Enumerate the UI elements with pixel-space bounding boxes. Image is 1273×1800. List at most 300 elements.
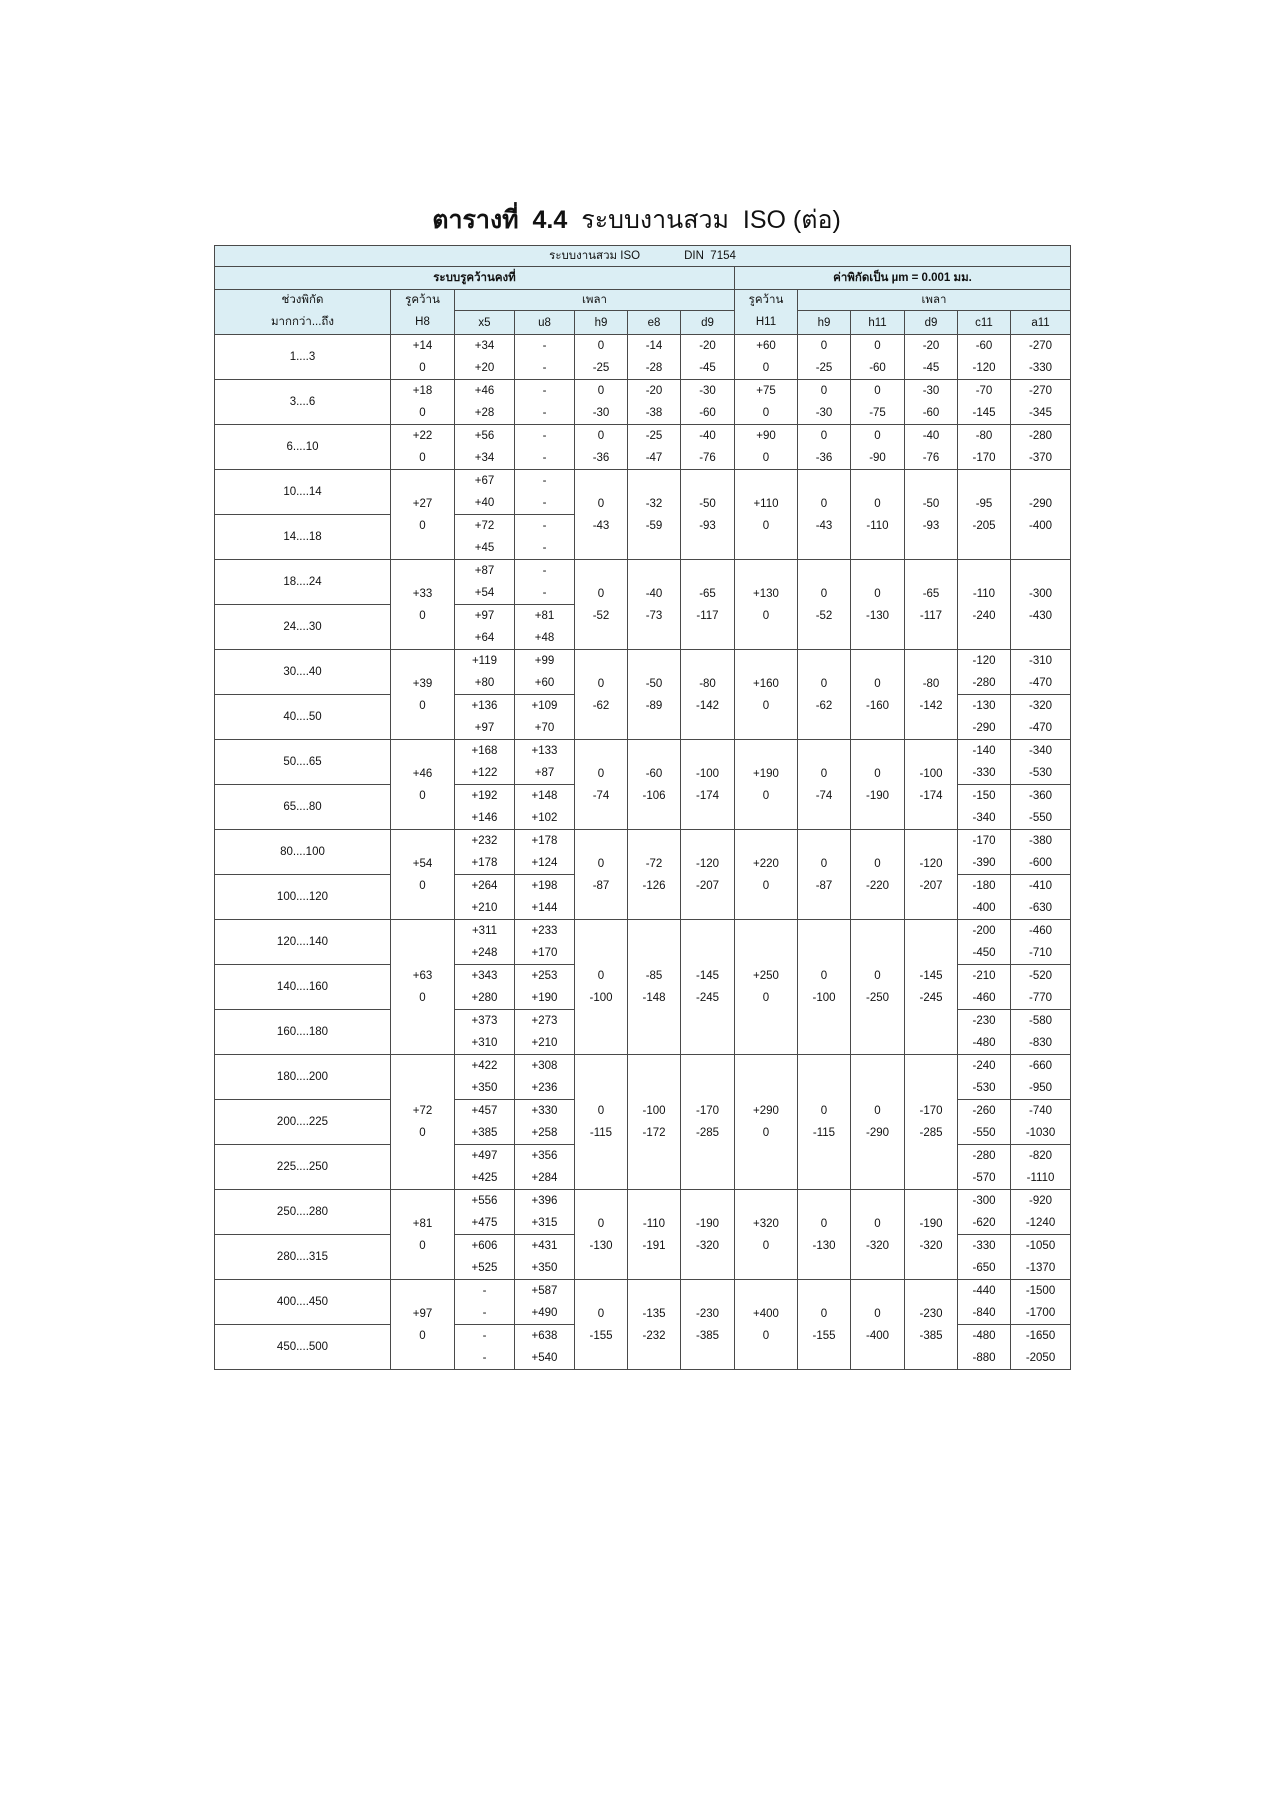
a11-lower-deviation: -600	[1029, 857, 1053, 869]
a11-cell	[1011, 1145, 1071, 1190]
h9-shaft-upper-deviation: 0	[820, 1307, 828, 1320]
u8-cell	[515, 425, 575, 470]
x5-upper-deviation: +87	[474, 565, 495, 577]
h11-cell	[851, 920, 905, 1055]
d9-shaft-cell	[905, 1190, 958, 1280]
x5-lower-deviation: +20	[474, 362, 495, 374]
u8-cell	[515, 1010, 575, 1055]
a11-lower-deviation: -950	[1029, 1082, 1053, 1094]
table-body	[215, 335, 1071, 1370]
header-row-groups	[215, 290, 1071, 311]
d9-cell	[681, 920, 735, 1055]
h9-shaft-upper-deviation: 0	[820, 767, 828, 780]
table-line	[215, 1055, 1071, 1078]
h11-lower-deviation: -250	[865, 992, 890, 1004]
d9-shaft-cell	[905, 1055, 958, 1190]
d9-shaft-lower-deviation: -285	[919, 1127, 943, 1139]
h11-hole-cell	[735, 830, 798, 920]
table-line	[215, 470, 1071, 493]
x5-lower-deviation: +280	[471, 992, 498, 1004]
x5-upper-deviation: +136	[471, 700, 498, 712]
c11-cell	[958, 1055, 1011, 1100]
a11-lower-deviation: -370	[1029, 452, 1053, 464]
col-header-a11: a11	[1011, 311, 1071, 335]
c11-upper-deviation: -140	[972, 745, 996, 757]
d9-cell	[681, 1055, 735, 1190]
d9-shaft-cell	[905, 335, 958, 380]
h11-cell	[851, 380, 905, 425]
x5-lower-deviation: +97	[474, 722, 495, 734]
h8-hole-cell	[391, 425, 455, 470]
iso-fit-tolerance-table	[214, 245, 1071, 1370]
h9-upper-deviation: 0	[597, 857, 605, 870]
h11-lower-deviation: -400	[865, 1329, 890, 1342]
u8-upper-deviation: +109	[531, 700, 558, 712]
h9-upper-deviation: 0	[597, 677, 605, 690]
h11-cell	[851, 560, 905, 650]
h11-hole-upper-deviation: +290	[753, 1105, 779, 1117]
h9-shaft-upper-deviation: 0	[820, 970, 828, 982]
d9-upper-deviation: -170	[695, 1105, 720, 1117]
d9-upper-deviation: -100	[695, 767, 720, 780]
u8-lower-deviation: -	[542, 407, 547, 419]
h11-hole-lower-deviation: 0	[762, 879, 770, 892]
u8-lower-deviation: +60	[534, 677, 555, 689]
h9-shaft-lower-deviation: -52	[815, 609, 833, 622]
e8-lower-deviation: -38	[645, 407, 663, 419]
h9-cell	[575, 650, 628, 740]
h9-upper-deviation: 0	[597, 1217, 605, 1230]
x5-lower-deviation: -	[482, 1307, 487, 1319]
hole-tolerance-h8: H8	[415, 316, 430, 328]
x5-upper-deviation: +56	[474, 430, 495, 442]
size-range-label: 450....500	[276, 1341, 329, 1353]
c11-lower-deviation: -170	[972, 452, 996, 464]
c11-lower-deviation: -400	[972, 902, 996, 914]
h8-hole-upper-deviation: +33	[412, 587, 433, 600]
h9-shaft-cell	[798, 560, 851, 650]
x5-upper-deviation: -	[482, 1285, 487, 1297]
c11-cell	[958, 425, 1011, 470]
hole-tolerance-h11: H11	[755, 316, 777, 328]
a11-lower-deviation: -470	[1029, 722, 1053, 734]
a11-lower-deviation: -630	[1029, 902, 1053, 914]
x5-cell	[455, 965, 515, 1010]
size-range-label: 1....3	[289, 351, 316, 363]
h11-hole-cell	[735, 1280, 798, 1370]
h9-shaft-lower-deviation: -30	[815, 407, 833, 419]
table-line	[215, 830, 1071, 853]
u8-cell	[515, 1235, 575, 1280]
c11-cell	[958, 830, 1011, 875]
a11-cell	[1011, 1055, 1071, 1100]
x5-cell	[455, 830, 515, 875]
d9-shaft-lower-deviation: -60	[922, 407, 940, 419]
a11-lower-deviation: -330	[1029, 362, 1053, 374]
e8-upper-deviation: -20	[645, 385, 663, 397]
size-range-cell	[215, 920, 391, 965]
c11-upper-deviation: -150	[972, 790, 996, 802]
d9-upper-deviation: -65	[699, 587, 716, 600]
d9-upper-deviation: -50	[699, 497, 716, 510]
x5-cell	[455, 605, 515, 650]
x5-lower-deviation: +350	[471, 1082, 498, 1094]
u8-cell	[515, 515, 575, 560]
a11-lower-deviation: -345	[1029, 407, 1053, 419]
x5-cell	[455, 335, 515, 380]
h9-shaft-lower-deviation: -87	[815, 879, 833, 892]
u8-cell	[515, 830, 575, 875]
x5-upper-deviation: +457	[471, 1105, 498, 1117]
u8-upper-deviation: +133	[531, 745, 558, 757]
h9-shaft-lower-deviation: -36	[815, 452, 833, 464]
h8-hole-upper-deviation: +54	[412, 857, 433, 870]
size-range-cell	[215, 830, 391, 875]
h11-hole-upper-deviation: +75	[756, 385, 776, 397]
size-range-label: 18....24	[283, 576, 322, 588]
d9-cell	[681, 650, 735, 740]
d9-shaft-upper-deviation: -30	[922, 385, 940, 397]
a11-upper-deviation: -580	[1029, 1015, 1053, 1027]
h9-shaft-upper-deviation: 0	[820, 340, 828, 352]
a11-upper-deviation: -320	[1029, 700, 1053, 712]
e8-cell	[628, 740, 681, 830]
size-range-cell	[215, 1325, 391, 1370]
size-range-cell	[215, 785, 391, 830]
c11-cell	[958, 1280, 1011, 1325]
d9-lower-deviation: -142	[695, 699, 720, 712]
u8-upper-deviation: -	[542, 475, 547, 487]
h11-hole-upper-deviation: +130	[753, 587, 779, 600]
x5-upper-deviation: +46	[474, 385, 495, 397]
a11-cell	[1011, 1280, 1071, 1325]
c11-cell	[958, 695, 1011, 740]
c11-upper-deviation: -480	[972, 1330, 996, 1342]
a11-cell	[1011, 425, 1071, 470]
c11-upper-deviation: -170	[972, 835, 996, 847]
u8-upper-deviation: -	[542, 430, 547, 442]
h8-hole-cell	[391, 1280, 455, 1370]
h9-shaft-cell	[798, 1280, 851, 1370]
x5-upper-deviation: +119	[471, 655, 498, 667]
table-line	[215, 380, 1071, 403]
h11-hole-cell	[735, 1055, 798, 1190]
u8-cell	[515, 470, 575, 515]
c11-lower-deviation: -205	[972, 519, 996, 532]
u8-upper-deviation: +273	[531, 1015, 558, 1027]
e8-lower-deviation: -191	[642, 1239, 666, 1252]
a11-upper-deviation: -1050	[1025, 1240, 1056, 1252]
size-range-cell	[215, 470, 391, 515]
c11-upper-deviation: -230	[972, 1015, 996, 1027]
e8-upper-deviation: -32	[645, 497, 663, 510]
d9-shaft-upper-deviation: -50	[922, 497, 940, 510]
d9-shaft-lower-deviation: -76	[922, 452, 940, 464]
h8-hole-lower-deviation: 0	[419, 879, 426, 892]
h11-hole-upper-deviation: +110	[753, 497, 779, 510]
h11-hole-lower-deviation: 0	[762, 699, 770, 712]
a11-upper-deviation: -820	[1029, 1150, 1053, 1162]
h9-lower-deviation: -115	[589, 1127, 613, 1139]
c11-cell	[958, 1325, 1011, 1370]
x5-lower-deviation: +425	[471, 1172, 498, 1184]
d9-cell	[681, 380, 735, 425]
d9-upper-deviation: -145	[695, 970, 720, 982]
x5-cell	[455, 1325, 515, 1370]
h9-cell	[575, 740, 628, 830]
h9-shaft-lower-deviation: -115	[812, 1127, 836, 1139]
h8-hole-lower-deviation: 0	[419, 1127, 426, 1139]
col-header-h11: h11	[851, 311, 905, 335]
h8-hole-cell	[391, 380, 455, 425]
c11-lower-deviation: -550	[972, 1127, 996, 1139]
u8-lower-deviation: +284	[531, 1172, 558, 1184]
h11-cell	[851, 425, 905, 470]
a11-lower-deviation: -430	[1029, 609, 1053, 622]
x5-upper-deviation: +34	[474, 340, 495, 352]
h8-hole-cell	[391, 470, 455, 560]
u8-cell	[515, 1325, 575, 1370]
h8-hole-cell	[391, 740, 455, 830]
c11-upper-deviation: -330	[972, 1240, 996, 1252]
h11-hole-cell	[735, 920, 798, 1055]
d9-cell	[681, 1190, 735, 1280]
d9-shaft-upper-deviation: -120	[919, 857, 943, 870]
h8-hole-upper-deviation: +63	[412, 970, 433, 982]
size-range-label: 50....65	[283, 756, 322, 768]
d9-shaft-upper-deviation: -80	[922, 677, 940, 690]
fit-system-heading	[215, 246, 1071, 267]
x5-cell	[455, 920, 515, 965]
c11-lower-deviation: -480	[972, 1037, 996, 1049]
u8-upper-deviation: +198	[531, 880, 558, 892]
c11-lower-deviation: -460	[972, 992, 996, 1004]
size-range-label: 180....200	[276, 1071, 329, 1083]
c11-lower-deviation: -570	[972, 1172, 996, 1184]
u8-upper-deviation: +253	[531, 970, 558, 982]
h8-hole-upper-deviation: +72	[412, 1105, 433, 1117]
h11-cell	[851, 650, 905, 740]
c11-lower-deviation: -340	[972, 812, 996, 824]
h9-cell	[575, 1055, 628, 1190]
h11-hole-cell	[735, 335, 798, 380]
h8-hole-upper-deviation: +14	[412, 340, 433, 352]
e8-upper-deviation: -50	[645, 677, 663, 690]
e8-cell	[628, 380, 681, 425]
h9-shaft-upper-deviation: 0	[820, 430, 828, 442]
size-range-cell	[215, 695, 391, 740]
x5-cell	[455, 1100, 515, 1145]
size-range-label: 100....120	[276, 891, 329, 903]
h11-cell	[851, 830, 905, 920]
d9-lower-deviation: -174	[695, 789, 720, 802]
c11-upper-deviation: -60	[975, 340, 993, 352]
h11-cell	[851, 1190, 905, 1280]
e8-upper-deviation: -25	[645, 430, 663, 442]
e8-cell	[628, 1280, 681, 1370]
size-range-label: 200....225	[276, 1116, 329, 1128]
d9-shaft-lower-deviation: -207	[919, 879, 943, 892]
d9-shaft-cell	[905, 425, 958, 470]
h11-hole-cell	[735, 425, 798, 470]
h11-upper-deviation: 0	[874, 677, 881, 690]
unit-note: ค่าพิกัดเป็น µm = 0.001 มม.	[735, 267, 1071, 290]
h11-hole-cell	[735, 740, 798, 830]
u8-upper-deviation: +330	[531, 1105, 558, 1117]
h11-cell	[851, 1055, 905, 1190]
h8-hole-cell	[391, 1190, 455, 1280]
e8-lower-deviation: -106	[642, 789, 666, 802]
h11-hole-cell	[735, 470, 798, 560]
h9-shaft-lower-deviation: -43	[815, 519, 833, 532]
x5-cell	[455, 695, 515, 740]
u8-upper-deviation: -	[542, 520, 547, 532]
x5-lower-deviation: +146	[471, 812, 498, 824]
h11-cell	[851, 1280, 905, 1370]
d9-shaft-upper-deviation: -100	[919, 767, 943, 780]
d9-lower-deviation: -207	[695, 879, 720, 892]
x5-lower-deviation: +210	[471, 902, 498, 914]
table-number: ตารางที่ 4.4	[432, 206, 568, 234]
x5-lower-deviation: +45	[474, 542, 495, 554]
size-range-label: 160....180	[276, 1026, 329, 1038]
c11-cell	[958, 740, 1011, 785]
size-range-cell	[215, 1100, 391, 1145]
d9-shaft-lower-deviation: -142	[919, 699, 943, 712]
a11-lower-deviation: -2050	[1025, 1352, 1056, 1364]
h11-hole-upper-deviation: +400	[753, 1307, 779, 1320]
size-range-label: 6....10	[286, 441, 319, 453]
x5-cell	[455, 1235, 515, 1280]
h9-lower-deviation: -25	[592, 362, 610, 374]
h8-hole-lower-deviation: 0	[419, 362, 426, 374]
h11-hole-upper-deviation: +320	[753, 1217, 779, 1230]
h11-hole-lower-deviation: 0	[762, 407, 770, 419]
c11-lower-deviation: -530	[972, 1082, 996, 1094]
c11-lower-deviation: -145	[972, 407, 996, 419]
h9-shaft-cell	[798, 920, 851, 1055]
u8-upper-deviation: +99	[534, 655, 555, 667]
h11-hole-cell	[735, 1190, 798, 1280]
size-range-cell	[215, 875, 391, 920]
size-range-cell	[215, 380, 391, 425]
e8-upper-deviation: -40	[645, 587, 663, 600]
d9-lower-deviation: -320	[695, 1239, 720, 1252]
size-range-cell	[215, 1235, 391, 1280]
h9-shaft-lower-deviation: -25	[815, 362, 833, 374]
range-header	[215, 290, 391, 335]
h9-lower-deviation: -62	[592, 699, 610, 712]
size-range-label: 65....80	[283, 801, 322, 813]
x5-cell	[455, 1280, 515, 1325]
c11-upper-deviation: -260	[972, 1105, 996, 1117]
h11-upper-deviation: 0	[874, 1217, 881, 1230]
col-header-e8: e8	[628, 311, 681, 335]
size-range-cell	[215, 1055, 391, 1100]
u8-lower-deviation: +190	[531, 992, 558, 1004]
h9-lower-deviation: -52	[592, 609, 610, 622]
hole-header-label: รูคว้าน	[405, 294, 440, 306]
h9-shaft-lower-deviation: -155	[812, 1329, 836, 1342]
h9-upper-deviation: 0	[597, 1105, 605, 1117]
a11-upper-deviation: -460	[1029, 925, 1053, 937]
h8-hole-lower-deviation: 0	[419, 789, 426, 802]
shaft-header-2: เพลา	[798, 290, 1071, 311]
c11-cell	[958, 1235, 1011, 1280]
a11-upper-deviation: -270	[1029, 340, 1053, 352]
u8-upper-deviation: +178	[531, 835, 558, 847]
h9-shaft-cell	[798, 1190, 851, 1280]
table-line	[215, 425, 1071, 448]
x5-lower-deviation: +178	[471, 857, 498, 869]
d9-shaft-upper-deviation: -170	[919, 1105, 943, 1117]
h11-lower-deviation: -290	[865, 1127, 890, 1139]
u8-lower-deviation: +87	[534, 767, 555, 779]
size-range-label: 280....315	[276, 1251, 329, 1263]
h9-cell	[575, 560, 628, 650]
h8-hole-upper-deviation: +39	[412, 677, 433, 690]
col-header-h9-shaft: h9	[798, 311, 851, 335]
d9-shaft-lower-deviation: -245	[919, 992, 943, 1004]
d9-shaft-upper-deviation: -40	[922, 430, 940, 442]
c11-cell	[958, 560, 1011, 650]
size-range-cell	[215, 650, 391, 695]
c11-cell	[958, 470, 1011, 560]
table-line	[215, 560, 1071, 583]
c11-cell	[958, 1145, 1011, 1190]
size-range-cell	[215, 740, 391, 785]
h11-hole-lower-deviation: 0	[762, 1329, 770, 1342]
u8-cell	[515, 380, 575, 425]
e8-upper-deviation: -85	[645, 970, 663, 982]
u8-upper-deviation: +308	[531, 1060, 558, 1072]
h8-hole-lower-deviation: 0	[419, 452, 426, 464]
u8-lower-deviation: +210	[531, 1037, 558, 1049]
h11-hole-upper-deviation: +220	[753, 857, 779, 870]
c11-upper-deviation: -95	[975, 497, 993, 510]
h11-lower-deviation: -130	[865, 609, 890, 622]
header-row-basis	[215, 267, 1071, 290]
col-header-c11: c11	[958, 311, 1011, 335]
c11-cell	[958, 380, 1011, 425]
c11-lower-deviation: -280	[972, 677, 996, 689]
h8-hole-cell	[391, 560, 455, 650]
size-range-cell	[215, 1190, 391, 1235]
h9-lower-deviation: -74	[592, 789, 610, 802]
d9-shaft-cell	[905, 1280, 958, 1370]
x5-upper-deviation: +264	[471, 880, 498, 892]
d9-shaft-cell	[905, 740, 958, 830]
table-header	[215, 246, 1071, 335]
d9-upper-deviation: -20	[699, 340, 716, 352]
u8-lower-deviation: +102	[531, 812, 558, 824]
u8-cell	[515, 695, 575, 740]
u8-upper-deviation: -	[542, 340, 547, 352]
c11-cell	[958, 785, 1011, 830]
table-line	[215, 1280, 1071, 1303]
d9-shaft-lower-deviation: -93	[922, 519, 940, 532]
a11-cell	[1011, 650, 1071, 695]
e8-cell	[628, 830, 681, 920]
c11-upper-deviation: -120	[972, 655, 996, 667]
u8-upper-deviation: +81	[534, 610, 555, 622]
x5-cell	[455, 1010, 515, 1055]
x5-upper-deviation: +422	[471, 1060, 498, 1072]
d9-lower-deviation: -45	[699, 362, 716, 374]
e8-cell	[628, 425, 681, 470]
h8-hole-upper-deviation: +27	[412, 497, 433, 510]
h11-hole-lower-deviation: 0	[762, 992, 770, 1004]
